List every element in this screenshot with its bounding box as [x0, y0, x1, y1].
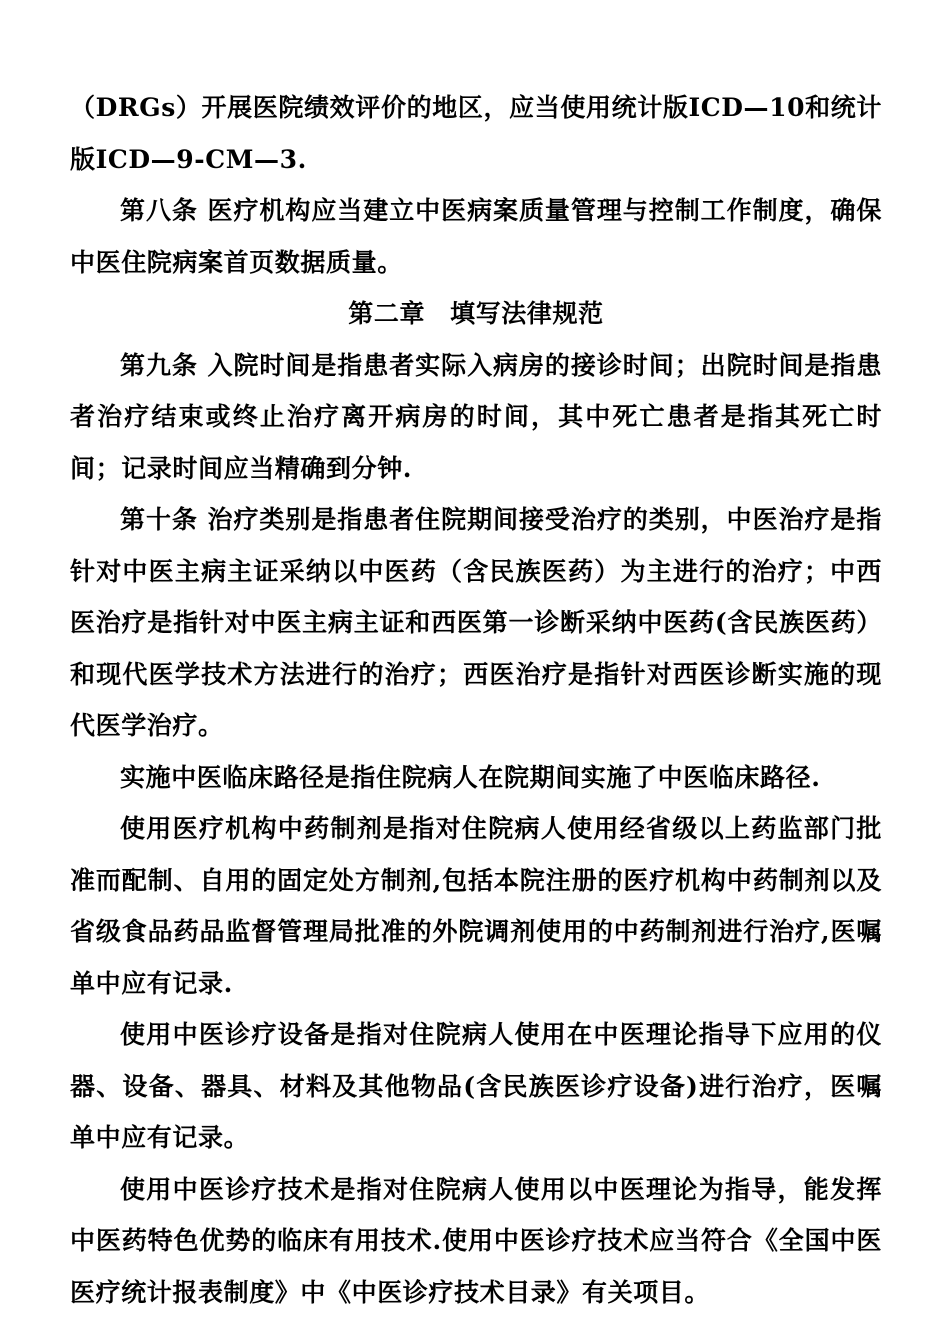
equipment-paragraph: 使用中医诊疗设备是指对住院病人使用在中医理论指导下应用的仪器、设备、器具、材料及其他物品(含民族医诊疗设备)进行治疗，医嘱单中应有记录。	[70, 1020, 882, 1152]
article-9-paragraph: 第九条 入院时间是指患者实际入病房的接诊时间；出院时间是指患者治疗结束或终止治疗离开病房的时间，其中死亡患者是指其死亡时间；记录时间应当精确到分钟.	[70, 350, 882, 483]
article-8-paragraph: 第八条 医疗机构应当建立中医病案质量管理与控制工作制度，确保中医住院病案首页数据质量。	[70, 196, 882, 277]
clinical-path-paragraph: 实施中医临床路径是指住院病人在院期间实施了中医临床路径.	[120, 762, 821, 792]
chapter-2-number: 第二章	[348, 299, 426, 328]
paragraph-drgs-continuation: （DRGs）开展医院绩效评价的地区，应当使用统计版ICD—10和统计版ICD—9-CM—3.	[70, 93, 882, 174]
document-page	[70, 82, 882, 1318]
chapter-2-title: 填写法律规范	[450, 299, 604, 328]
chapter-2-heading	[70, 288, 882, 340]
preparations-paragraph: 使用医疗机构中药制剂是指对住院病人使用经省级以上药监部门批准而配制、自用的固定处方制剂,包括本院注册的医疗机构中药制剂以及省级食品药品监督管理局批准的外院调剂使用的中药制剂进行治疗,医嘱单中应有记录.	[70, 814, 882, 998]
techniques-paragraph: 使用中医诊疗技术是指对住院病人使用以中医理论为指导，能发挥中医药特色优势的临床有用技术.使用中医诊疗技术应当符合《全国中医医疗统计报表制度》中《中医诊疗技术目录》有关项目。	[70, 1174, 882, 1307]
article-10-paragraph: 第十条 治疗类别是指患者住院期间接受治疗的类别，中医治疗是指针对中医主病主证采纳以中医药（含民族医药）为主进行的治疗；中西医治疗是指针对中医主病主证和西医第一诊断采纳中医药(含民族医药）和现代医学技术方法进行的治疗；西医治疗是指针对西医诊断实施的现代医学治疗。	[70, 505, 882, 740]
